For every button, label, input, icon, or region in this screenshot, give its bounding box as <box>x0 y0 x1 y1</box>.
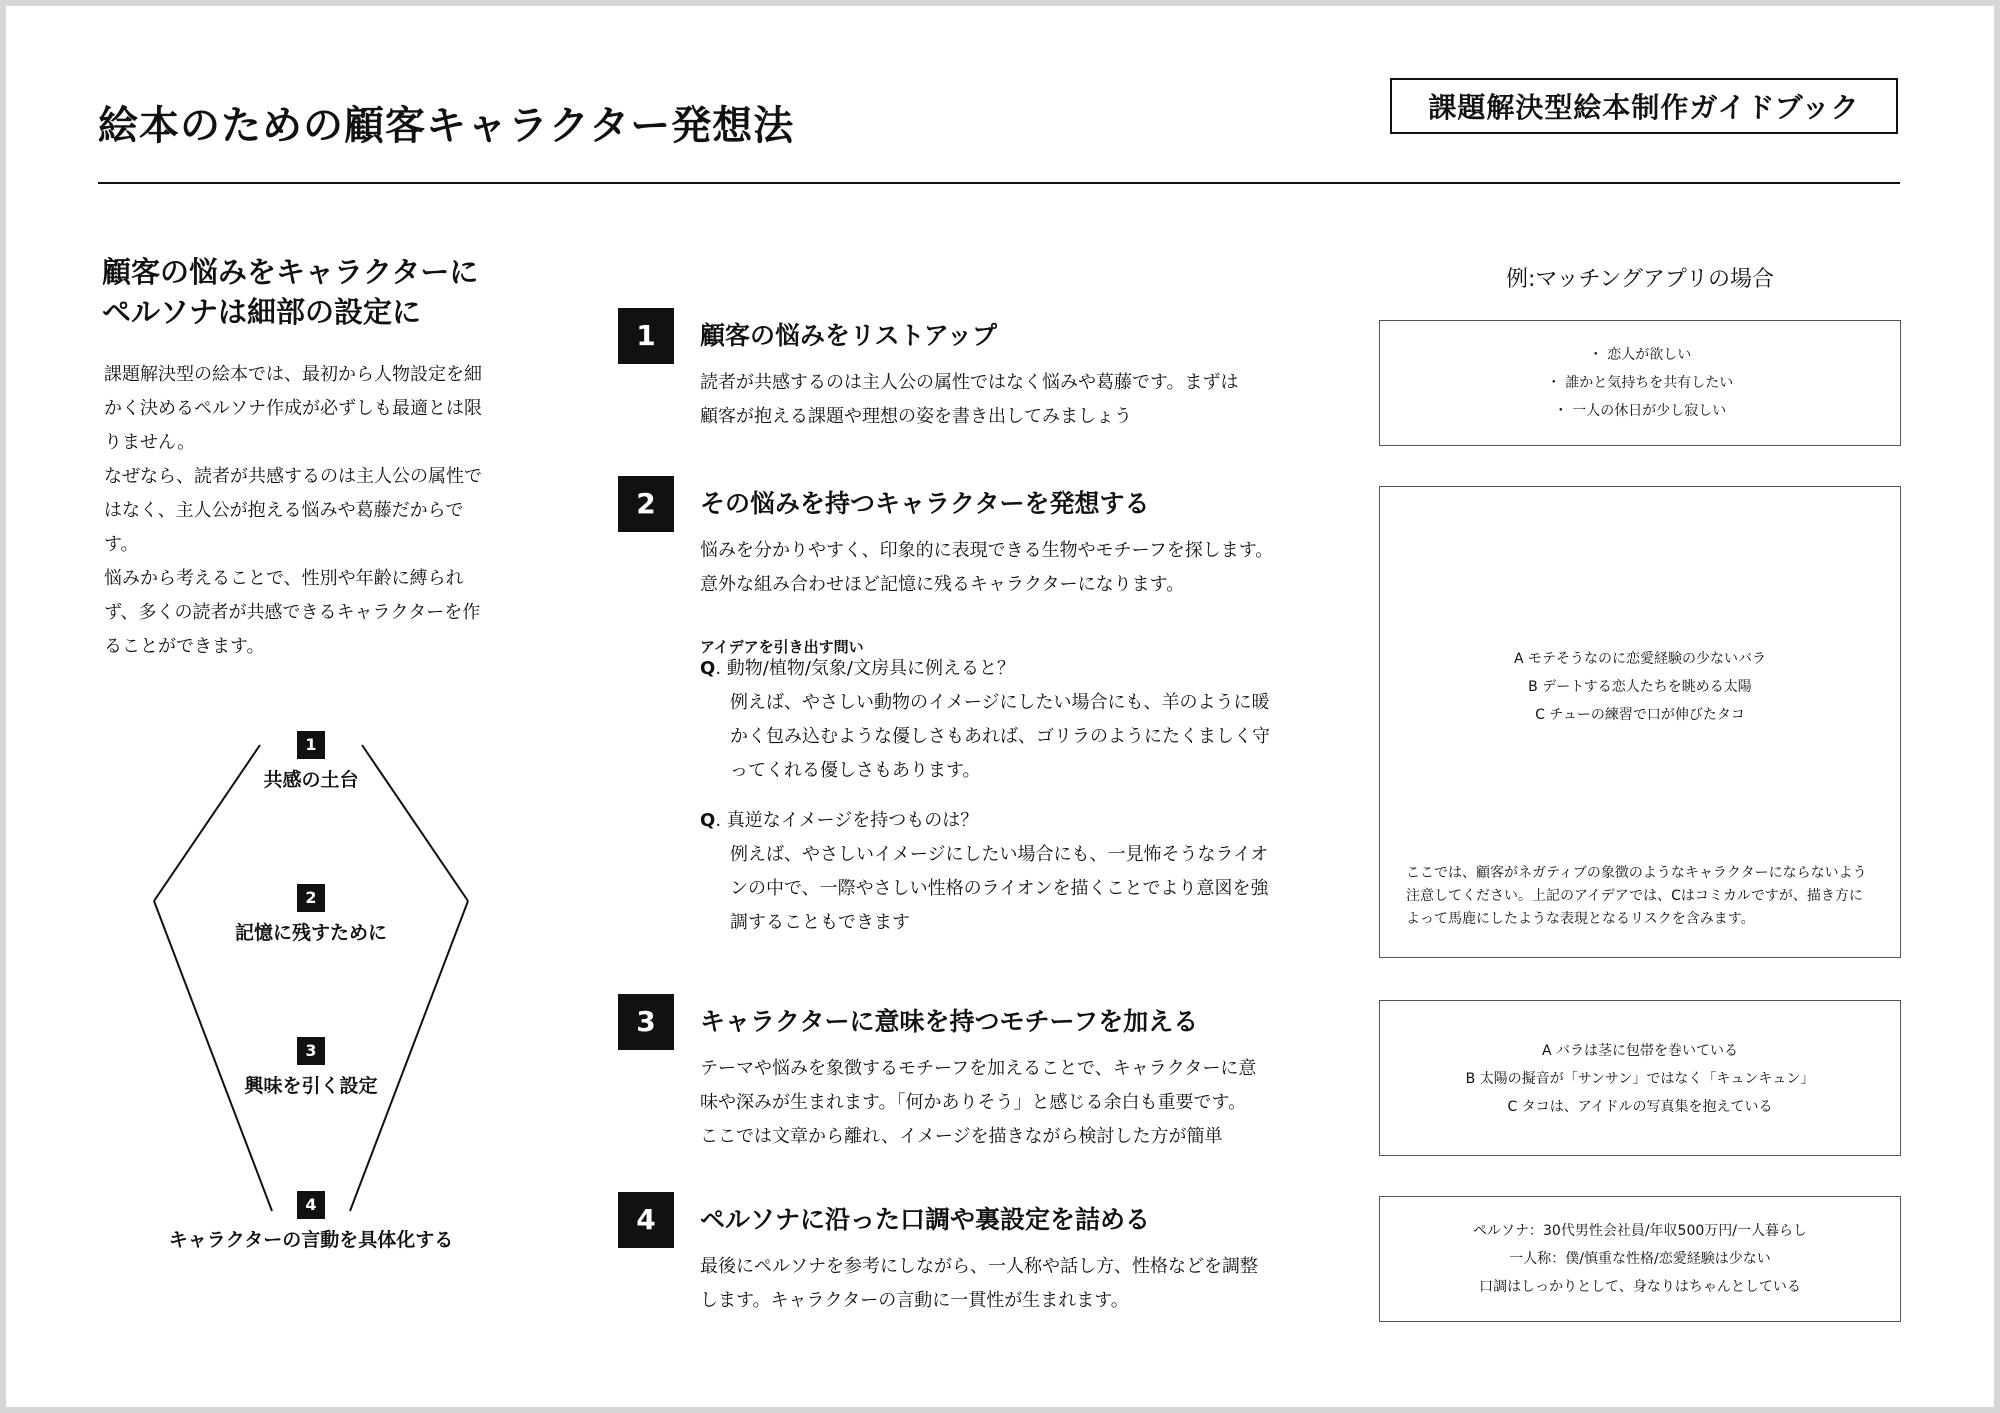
example-line: A バラは茎に包帯を巻いている <box>1541 1043 1739 1059</box>
diagram-step-number: 4 <box>297 1191 325 1219</box>
diagram-outline <box>146 731 476 1271</box>
question-answer <box>700 686 1320 788</box>
question-marker: Q <box>700 810 716 831</box>
example-line: A モテそうなのに恋愛経験の少ないバラ <box>1513 651 1767 667</box>
page <box>6 6 1994 1407</box>
process-diagram <box>146 731 476 1271</box>
example-lines <box>1380 1037 1900 1121</box>
note-line: よって馬鹿にしたような表現となるリスクを含みます。 <box>1406 911 1755 927</box>
step-body-line: 読者が共感するのは主人公の属性ではなく悩みや葛藤です。まずは <box>700 372 1239 393</box>
step-body <box>700 366 1300 434</box>
step-number: 1 <box>618 308 674 364</box>
page-title: 絵本のための顧客キャラクター発想法 <box>98 103 795 149</box>
answer-line: 例えば、やさしいイメージにしたい場合にも、一見怖そうなライオ <box>730 844 1269 865</box>
diagram-step-number: 2 <box>297 884 325 912</box>
question-1 <box>700 652 1320 788</box>
diagram-step-label: 記憶に残すために <box>234 922 387 944</box>
step-body <box>700 1250 1300 1318</box>
example-box-4 <box>1379 1196 1901 1322</box>
answer-line: かく包み込むような優しさもあれば、ゴリラのようにたくましく守 <box>730 726 1270 747</box>
section-heading-line-1: 顧客の悩みをキャラクターに <box>102 255 479 289</box>
answer-line: 調することもできます <box>730 912 910 933</box>
answer-line: ってくれる優しさもあります。 <box>730 760 981 781</box>
step-title: キャラクターに意味を持つモチーフを加える <box>700 1007 1199 1036</box>
diagram-step-label: 共感の土台 <box>263 769 359 791</box>
example-line: C チューの練習で口が伸びたタコ <box>1535 707 1745 723</box>
example-line: 口調はしっかりとして、身なりはちゃんとしている <box>1479 1279 1801 1295</box>
example-box-3 <box>1379 1000 1901 1156</box>
diagram-step-number: 3 <box>297 1037 325 1065</box>
step-number: 2 <box>618 476 674 532</box>
diagram-step-label: キャラクターの言動を具体化する <box>168 1229 454 1251</box>
diagram-step-number: 1 <box>297 731 325 759</box>
example-line: B デートする恋人たちを眺める太陽 <box>1528 679 1752 695</box>
example-lines <box>1380 341 1900 425</box>
step-body-line: 最後にペルソナを参考にしながら、一人称や話し方、性格などを調整 <box>700 1256 1258 1277</box>
example-line: ・ 恋人が欲しい <box>1588 347 1692 363</box>
question-text: . 真逆なイメージを持つものは？ <box>715 810 979 831</box>
example-box-2 <box>1379 486 1901 958</box>
example-line: 一人称：僕/慎重な性格/恋愛経験は少ない <box>1509 1251 1771 1267</box>
step-body-line: 顧客が抱える課題や理想の姿を書き出してみましょう <box>700 406 1132 427</box>
question-answer <box>700 838 1320 940</box>
example-line: B 太陽の擬音が「サンサン」ではなく「キュンキュン」 <box>1465 1071 1815 1087</box>
example-lines <box>1380 645 1900 729</box>
step-body-line: テーマや悩みを象徴するモチーフを加えることで、キャラクターに意 <box>700 1058 1257 1079</box>
answer-line: ンの中で、一際やさしい性格のライオンを描くことでより意図を強 <box>730 878 1269 899</box>
answer-line: 例えば、やさしい動物のイメージにしたい場合にも、羊のように暖 <box>730 692 1270 713</box>
note-line: 注意してください。上記のアイデアでは、Cはコミカルですが、描き方に <box>1406 888 1863 904</box>
section-heading <box>102 252 478 332</box>
step-body-line: ここでは文章から離れ、イメージを描きながら検討した方が簡単 <box>700 1126 1223 1147</box>
example-line: ペルソナ：30代男性会社員/年収500万円/一人暮らし <box>1473 1223 1807 1239</box>
step-number: 4 <box>618 1192 674 1248</box>
step-number: 3 <box>618 994 674 1050</box>
section-heading-line-2: ペルソナは細部の設定に <box>102 295 422 329</box>
example-lines <box>1380 1217 1900 1301</box>
step-body-line: 意外な組み合わせほど記憶に残るキャラクターになります。 <box>700 574 1185 595</box>
question-2 <box>700 804 1320 940</box>
example-line: ・ 一人の休日が少し寂しい <box>1553 403 1727 419</box>
questions-caption: アイデアを引き出す問い <box>700 638 864 656</box>
step-body-line: します。キャラクターの言動に一貫性が生まれます。 <box>700 1290 1129 1311</box>
step-body-line: 味や深みが生まれます。「何かありそう」と感じる余白も重要です。 <box>700 1092 1247 1113</box>
note-line: ここでは、顧客がネガティブの象徴のようなキャラクターにならないよう <box>1406 865 1867 881</box>
question-text: . 動物/植物/気象/文房具に例えると？ <box>715 658 1015 679</box>
step-body-line: 悩みを分かりやすく、印象的に表現できる生物やモチーフを探します。 <box>700 540 1274 561</box>
guidebook-label: 課題解決型絵本制作ガイドブック <box>1390 78 1898 134</box>
intro-paragraph-1: 課題解決型の絵本では、最初から人物設定を細かく決めるペルソナ作成が必ずしも最適とは限りません。 <box>104 364 482 453</box>
diagram-step-3 <box>146 1037 476 1098</box>
intro-paragraph-2: なぜなら、読者が共感するのは主人公の属性ではなく、主人公が抱える悩みや葛藤だからです。 <box>104 466 482 555</box>
diagram-step-2 <box>146 884 476 945</box>
example-line: C タコは、アイドルの写真集を抱えている <box>1507 1099 1773 1115</box>
step-title: その悩みを持つキャラクターを発想する <box>700 489 1150 518</box>
example-box-1 <box>1379 320 1901 446</box>
step-title: 顧客の悩みをリストアップ <box>700 321 998 350</box>
diagram-step-label: 興味を引く設定 <box>244 1075 378 1097</box>
example-note <box>1406 862 1867 931</box>
step-title: ペルソナに沿った口調や裏設定を詰める <box>700 1205 1151 1234</box>
step-body <box>700 1052 1300 1154</box>
question-heading <box>700 652 1320 686</box>
diagram-step-4 <box>146 1191 476 1252</box>
example-line: ・ 誰かと気持ちを共有したい <box>1546 375 1734 391</box>
examples-title: 例:マッチングアプリの場合 <box>1505 267 1775 292</box>
question-marker: Q <box>700 658 716 679</box>
diagram-step-1 <box>146 731 476 792</box>
step-body <box>700 534 1300 602</box>
question-heading <box>700 804 1320 838</box>
header-divider <box>98 182 1900 184</box>
intro-text <box>104 358 494 664</box>
intro-paragraph-3: 悩みから考えることで、性別や年齢に縛られず、多くの読者が共感できるキャラクターを作ることができます。 <box>104 568 481 657</box>
